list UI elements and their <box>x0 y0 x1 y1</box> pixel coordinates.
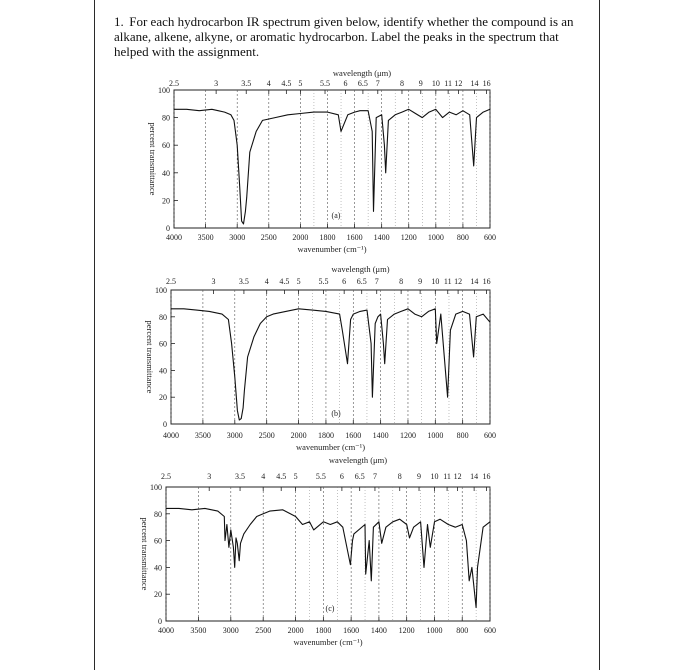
x-tick-label: 1400 <box>370 626 387 635</box>
top-tick-label: 12 <box>454 277 463 286</box>
x-tick-label: 1000 <box>427 233 444 242</box>
x-tick-label: 800 <box>456 233 469 242</box>
x-tick-label: 1400 <box>372 431 389 440</box>
y-tick-label: 0 <box>166 224 170 233</box>
top-tick-label: 4 <box>264 277 269 286</box>
ir-spectrum-b <box>0 264 700 468</box>
y-tick-label: 20 <box>154 590 162 600</box>
question-text-block <box>114 14 594 59</box>
top-tick-label: 3.5 <box>241 79 252 88</box>
x-tick-label: 1000 <box>426 626 443 635</box>
x-axis-label: wavenumber (cm⁻¹) <box>293 637 363 647</box>
y-tick-label: 60 <box>154 536 162 546</box>
y-tick-label: 100 <box>155 286 167 295</box>
top-tick-label: 16 <box>482 277 491 286</box>
x-tick-label: 3500 <box>194 431 211 440</box>
spectrum-line <box>166 508 490 607</box>
x-tick-label: 3000 <box>229 233 246 242</box>
spectrum-line <box>171 309 490 420</box>
spectrum-tag: (a) <box>331 211 341 220</box>
question-number: 1. <box>114 14 124 29</box>
x-tick-label: 1800 <box>317 431 334 440</box>
top-tick-label: 8 <box>399 79 404 88</box>
y-tick-label: 40 <box>154 563 162 573</box>
ir-spectrum-c <box>0 455 700 665</box>
y-tick-label: 40 <box>159 366 167 376</box>
x-tick-label: 3000 <box>226 431 243 440</box>
plot-frame <box>171 290 490 424</box>
top-axis-label: wavelength (μm) <box>331 264 390 274</box>
top-tick-label: 14 <box>470 79 479 88</box>
spectrum-line <box>174 109 490 224</box>
ir-spectrum-c-svg <box>0 455 700 665</box>
x-tick-label: 3500 <box>190 626 207 635</box>
top-tick-label: 6 <box>343 79 348 88</box>
x-tick-label: 1800 <box>319 233 336 242</box>
y-tick-label: 20 <box>162 196 170 206</box>
top-tick-label: 16 <box>482 79 491 88</box>
top-tick-label: 5.5 <box>318 277 329 286</box>
y-axis-label: percent transmittance <box>140 517 150 591</box>
top-tick-label: 3 <box>207 472 212 481</box>
y-tick-label: 80 <box>154 509 162 519</box>
plot-frame <box>166 487 490 621</box>
y-tick-label: 80 <box>162 113 170 123</box>
top-tick-label: 6.5 <box>354 472 365 481</box>
x-axis-label: wavenumber (cm⁻¹) <box>295 442 366 452</box>
top-tick-label: 4 <box>261 472 266 481</box>
x-tick-label: 3000 <box>222 626 239 635</box>
top-tick-label: 7 <box>372 472 377 481</box>
top-tick-label: 3 <box>214 79 219 88</box>
y-tick-label: 100 <box>150 483 162 492</box>
x-tick-label: 600 <box>484 431 496 440</box>
plot-frame <box>174 90 490 228</box>
top-tick-label: 11 <box>444 79 452 88</box>
top-tick-label: 7 <box>375 79 380 88</box>
top-tick-label: 4 <box>266 79 271 88</box>
top-tick-label: 14 <box>470 277 479 286</box>
x-tick-label: 2500 <box>258 431 275 440</box>
ir-spectrum-a-svg <box>0 68 700 268</box>
top-tick-label: 3 <box>211 277 216 286</box>
top-tick-label: 9 <box>417 472 422 481</box>
y-tick-label: 80 <box>159 312 167 322</box>
x-tick-label: 2000 <box>292 233 309 242</box>
x-tick-label: 600 <box>484 233 496 242</box>
x-tick-label: 1600 <box>343 626 360 635</box>
top-tick-label: 4.5 <box>281 79 292 88</box>
x-tick-label: 1600 <box>346 233 363 242</box>
x-tick-label: 2000 <box>290 431 307 440</box>
top-tick-label: 6.5 <box>357 79 368 88</box>
top-tick-label: 14 <box>470 472 479 481</box>
top-tick-label: 5 <box>298 79 303 88</box>
ir-spectrum-b-svg <box>0 264 700 468</box>
top-tick-label: 2.5 <box>169 79 179 88</box>
spectrum-tag: (c) <box>325 604 335 613</box>
y-tick-label: 60 <box>162 141 170 151</box>
x-tick-label: 4000 <box>166 233 182 242</box>
top-tick-label: 12 <box>454 79 463 88</box>
top-tick-label: 3.5 <box>235 472 246 481</box>
x-tick-label: 2500 <box>260 233 277 242</box>
y-tick-label: 40 <box>162 168 170 178</box>
top-tick-label: 7 <box>374 277 379 286</box>
top-axis-label: wavelength (μm) <box>328 455 388 465</box>
y-tick-label: 20 <box>159 393 167 403</box>
top-tick-label: 5.5 <box>320 79 331 88</box>
top-tick-label: 2.5 <box>161 472 171 481</box>
top-tick-label: 10 <box>431 277 440 286</box>
x-tick-label: 2000 <box>287 626 304 635</box>
ir-spectrum-a <box>0 68 700 268</box>
x-tick-label: 2500 <box>255 626 272 635</box>
top-tick-label: 11 <box>443 472 451 481</box>
top-tick-label: 6.5 <box>356 277 367 286</box>
top-tick-label: 3.5 <box>238 277 249 286</box>
top-tick-label: 6 <box>342 277 347 286</box>
x-tick-label: 1800 <box>315 626 332 635</box>
x-tick-label: 1200 <box>399 431 416 440</box>
x-tick-label: 1000 <box>427 431 444 440</box>
x-tick-label: 1200 <box>398 626 415 635</box>
x-axis-label: wavenumber (cm⁻¹) <box>297 244 367 254</box>
top-tick-label: 4.5 <box>276 472 287 481</box>
x-tick-label: 800 <box>456 626 469 635</box>
top-tick-label: 2.5 <box>166 277 176 286</box>
x-tick-label: 3500 <box>197 233 214 242</box>
y-axis-label: percent transmittance <box>145 320 155 394</box>
x-tick-label: 800 <box>456 431 469 440</box>
top-tick-label: 9 <box>418 79 423 88</box>
top-tick-label: 12 <box>453 472 462 481</box>
question-prompt: For each hydrocarbon IR spectrum given below, identify whether the compound is an alkane, alkene, alkyne, or aromatic hydrocarbon. Label the peaks in the spectrum that helped with the assignment. <box>114 14 574 59</box>
top-tick-label: 10 <box>430 472 439 481</box>
x-tick-label: 4000 <box>158 626 174 635</box>
top-tick-label: 8 <box>399 277 404 286</box>
y-tick-label: 100 <box>158 86 170 95</box>
y-tick-label: 60 <box>159 339 167 349</box>
x-tick-label: 1600 <box>345 431 362 440</box>
top-tick-label: 4.5 <box>279 277 290 286</box>
top-tick-label: 9 <box>418 277 423 286</box>
x-tick-label: 4000 <box>163 431 179 440</box>
top-tick-label: 16 <box>482 472 491 481</box>
top-tick-label: 8 <box>397 472 402 481</box>
x-tick-label: 1200 <box>400 233 417 242</box>
spectrum-tag: (b) <box>331 409 341 418</box>
top-tick-label: 5 <box>296 277 301 286</box>
y-tick-label: 0 <box>163 420 167 429</box>
top-tick-label: 5.5 <box>315 472 326 481</box>
top-tick-label: 6 <box>339 472 344 481</box>
top-axis-label: wavelength (μm) <box>332 68 392 78</box>
top-tick-label: 5 <box>293 472 298 481</box>
top-tick-label: 11 <box>443 277 452 286</box>
x-tick-label: 1400 <box>373 233 390 242</box>
y-tick-label: 0 <box>158 617 162 626</box>
y-axis-label: percent transmittance <box>148 122 158 196</box>
top-tick-label: 10 <box>431 79 440 88</box>
x-tick-label: 600 <box>484 626 496 635</box>
